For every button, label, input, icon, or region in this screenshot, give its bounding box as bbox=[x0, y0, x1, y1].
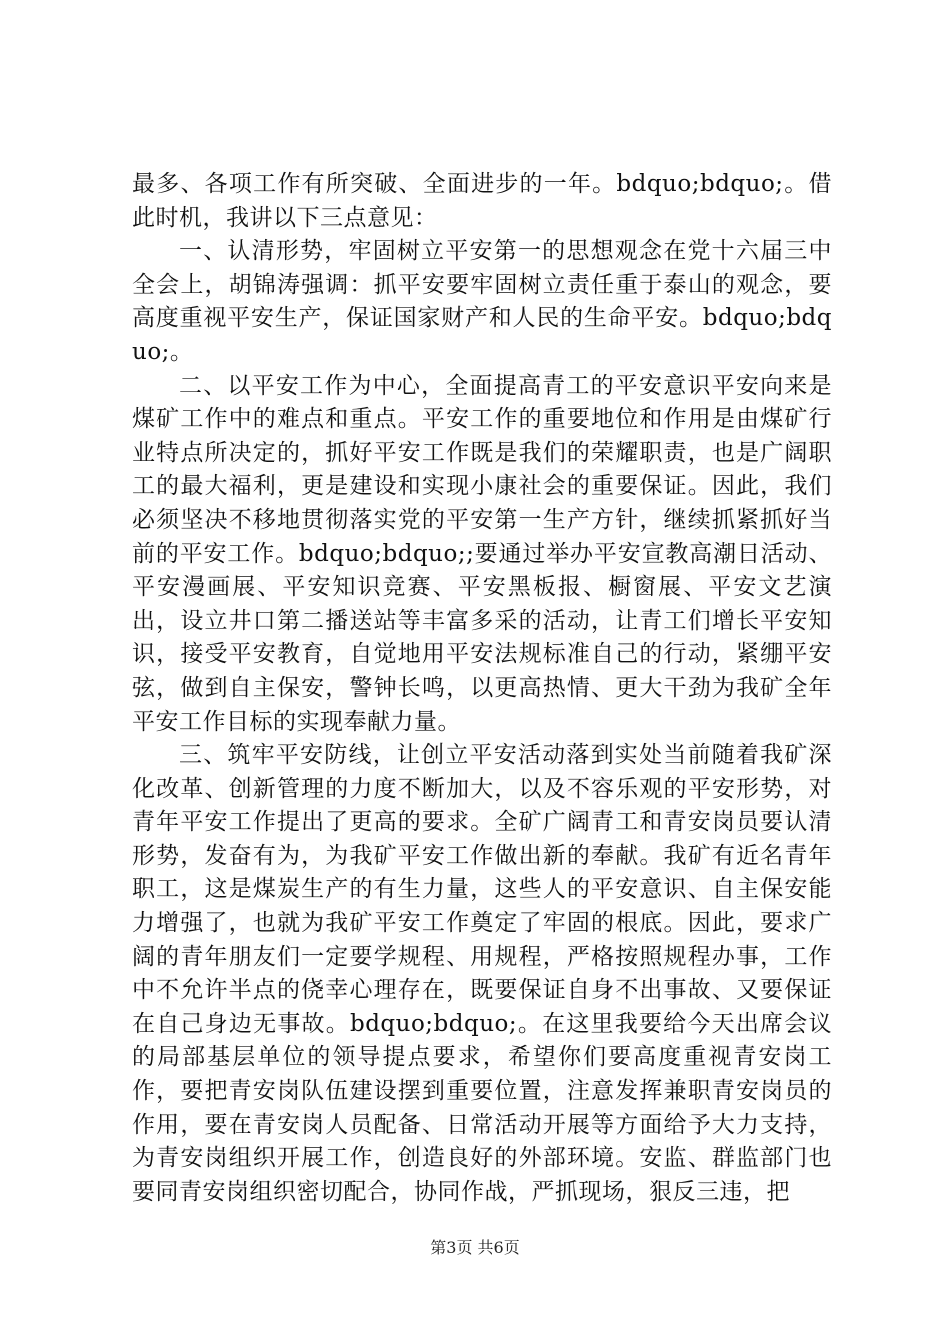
page-footer: 第3页 共6页 bbox=[430, 1238, 520, 1257]
paragraph-3: 二、以平安工作为中心，全面提高青工的平安意识平安向来是煤矿工作中的难点和重点。平安工作的重要地位和作用是由煤矿行业特点所决定的，抓好平安工作既是我们的荣耀职责，也是广阔职工的最大福利，更是建设和实现小康社会的重要保证。因此，我们必须坚决不移地贯彻落实党的平安第一生产方针，继续抓紧抓好当前的平安工作。bdquo;bdquo;;要通过举办平安宣教高潮日活动、平安漫画展、平安知识竞赛、平安黑板报、橱窗展、平安文艺演出，设立井口第二播送站等丰富多采的活动，让青工们增长平安知识，接受平安教育，自觉地用平安法规标准自己的行动，紧绷平安弦，做到自主保安，警钟长鸣，以更高热情、更大干劲为我矿全年平安工作目标的实现奉献力量。 bbox=[132, 372, 832, 735]
paragraph-4: 三、筑牢平安防线，让创立平安活动落到实处当前随着我矿深化改革、创新管理的力度不断加大，以及不容乐观的平安形势，对青年平安工作提出了更高的要求。全矿广阔青工和青安岗员要认清形势，发奋有为，为我矿平安工作做出新的奉献。我矿有近名青年职工，这是煤炭生产的有生力量，这些人的平安意识、自主保安能力增强了，也就为我矿平安工作奠定了牢固的根底。因此，要求广阔的青年朋友们一定要学规程、用规程，严格按照规程办事，工作中不允许半点的侥幸心理存在，既要保证自身不出事故、又要保证在自己身边无事故。bdquo;bdquo;。在这里我要给今天出席会议的局部基层单位的领导提点要求，希望你们要高度重视青安岗工作，要把青安岗队伍建设摆到重要位置，注意发挥兼职青安岗员的作用，要在青安岗人员配备、日常活动开展等方面给予大力支持，为青安岗组织开展工作，创造良好的外部环境。安监、群监部门也要同青安岗组织密切配合，协同作战，严抓现场，狠反三违，把 bbox=[132, 742, 832, 1205]
paragraph-2: 一、认清形势，牢固树立平安第一的思想观念在党十六届三中全会上，胡锦涛强调：抓平安要牢固树立责任重于泰山的观念，要高度重视平安生产，保证国家财产和人民的生命平安。bdquo;bdquo;。 bbox=[132, 238, 832, 365]
paragraph-1: 最多、各项工作有所突破、全面进步的一年。bdquo;bdquo;。借此时机，我讲以下三点意见： bbox=[132, 171, 832, 231]
document-body bbox=[132, 168, 832, 1209]
